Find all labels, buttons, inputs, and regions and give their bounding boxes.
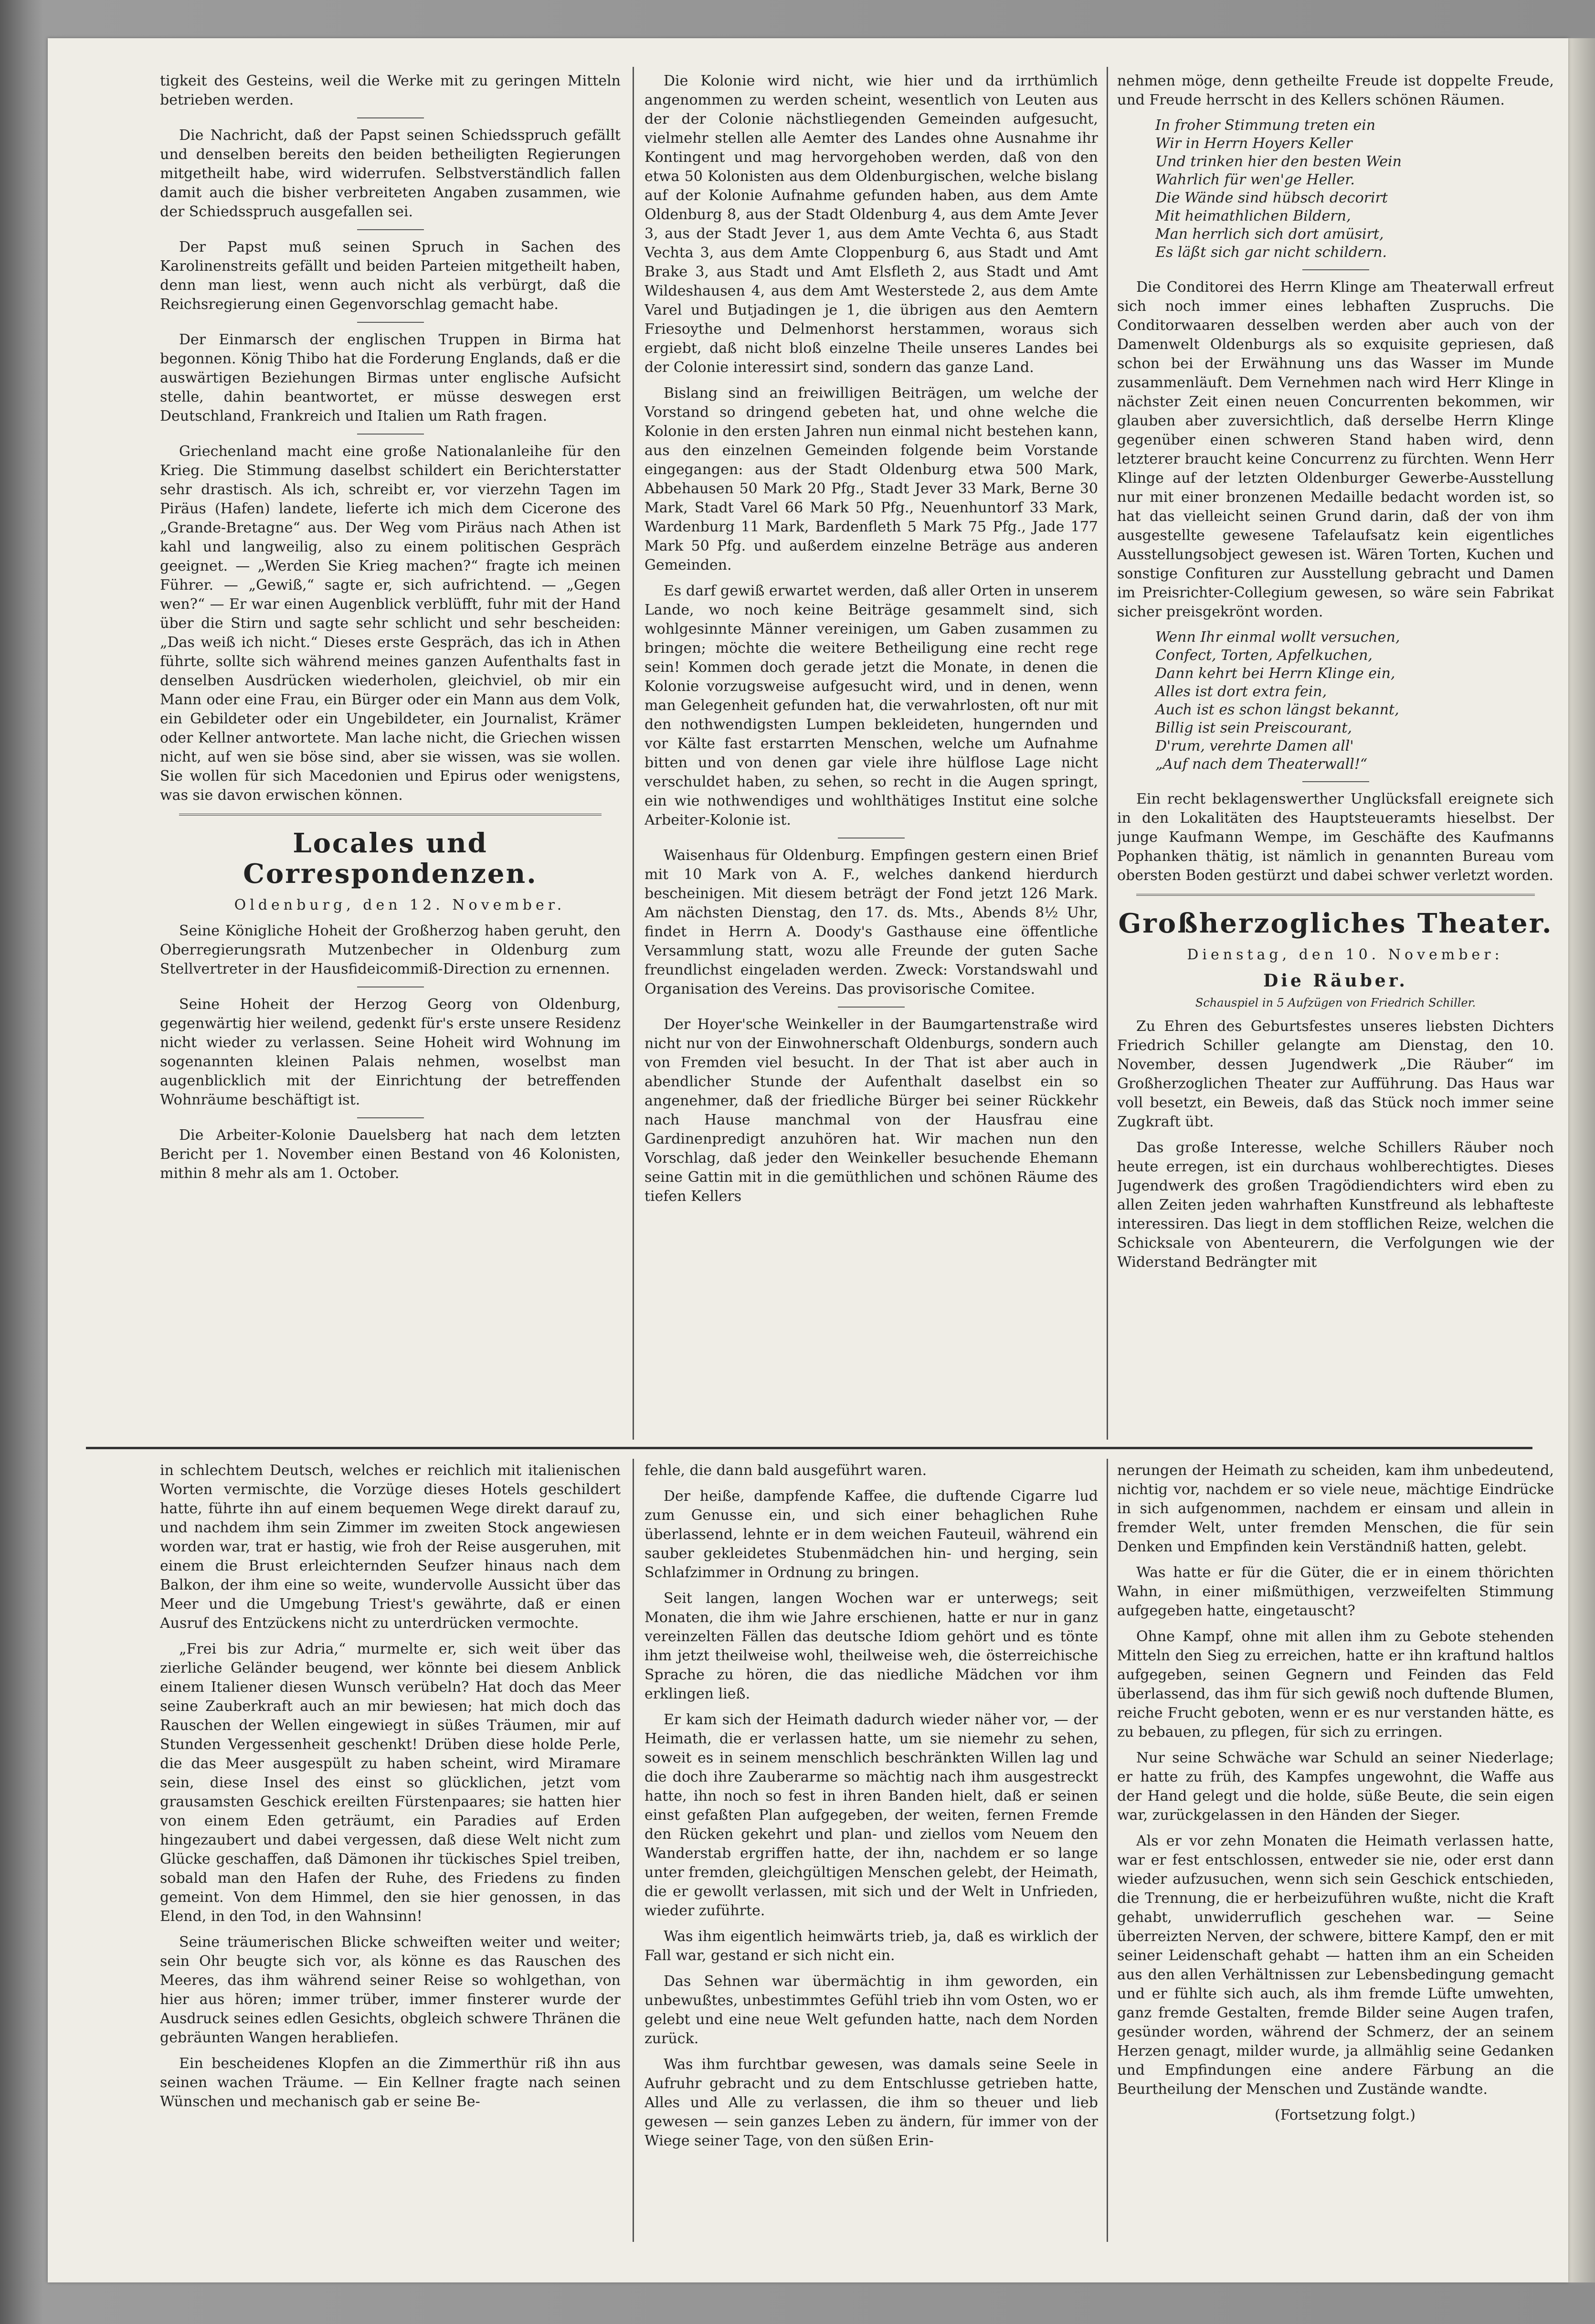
news-paragraph: Der Papst muß seinen Spruch in Sachen des Karolinenstreits gefällt und beiden Parteien mitgetheilt haben, denn man liest, wenn auch nicht als verbürgt, daß die Reichsregierung einen Gegenvorschlag gemacht habe. <box>160 239 621 313</box>
feuilleton-paragraph: Ohne Kampf, ohne mit allen ihm zu Gebote stehenden Mitteln den Sieg zu erreichen, hatte er ihn kraftund haltlos aufgegeben, seinen Gegnern und Feinden das Feld überlassend, das ihm für sich gewiß noch duftende Blumen, reiche Frucht geboten, wenn er es nur verstanden hätte, es zu bebauen, zu pflegen, für sich zu erringen. <box>1117 1628 1554 1740</box>
verse-line: Wahrlich für wen'ge Heller. <box>1155 171 1355 188</box>
feuilleton-column-1 <box>160 1461 621 2239</box>
news-paragraph: Ein recht beklagenswerther Unglücksfall ereignete sich in den Lokalitäten des Hauptsteueramts hieselbst. Der junge Kaufmann Wempe, im Geschäfte des Kaufmanns Pophanken thätig, ist nämlich in genannten Bureau vom obersten Boden gestürzt und dabei schwer verletzt worden. <box>1117 791 1554 884</box>
news-column-3 <box>1117 72 1554 1442</box>
news-paragraph: Griechenland macht eine große Nationalanleihe für den Krieg. Die Stimmung daselbst schildert ein Berichterstatter sehr drastisch. Als ich, schreibt er, vor vierzehn Tagen im Piräus (Hafen) landete, lieferte ich mich dem Cicerone des „Grande-Bretagne“ aus. Der Weg vom Piräus nach Athen ist kahl und langweilig, also zu einem politischen Gespräch geeignet. — „Werden Sie Krieg machen?“ fragte ich meinen Führer. — „Gewiß,“ sagte er, sich aufrichtend. — „Gegen wen?“ — Er war einen Augenblick verblüfft, fuhr mit der Hand über die Stirn und sagte sehr schlicht und sehr bescheiden: „Das weiß ich nicht.“ Dieses erste Gespräch, das ich in Athen führte, sollte sich während meines ganzen Aufenthalts fast in denselben Ausdrücken wiederholen, gleichviel, ob mir ein Mann oder eine Frau, ein Bürger oder ein Mann aus dem Volk, ein Gebildeter oder ein Ungebildeter, ein Journalist, Krämer oder Kellner antwortete. Man lache nicht, die Griechen wissen nicht, auf wen sie böse sind, aber sie wissen, was sie wollen. Sie wollen für sich Macedonien und Epirus oder wenigstens, was sie davon erwischen können. <box>160 443 621 804</box>
continued-note: (Fortsetzung folgt.) <box>1275 2107 1415 2123</box>
feuilleton-paragraph: Er kam sich der Heimath dadurch wieder näher vor, — der Heimath, die er verlassen hatte, um sie niemehr zu sehen, soweit es in seinem menschlich beschränkten Willen lag und die doch ihre Zauberarme so mächtig nach ihm ausgestreckt hatte, ihn noch so fest in ihren Banden hielt, daß er seinen einst gefaßten Plan aufgegeben, der weiten, fernen Fremde den Rücken gekehrt und plan- und ziellos vom Neuem den Wanderstab ergriffen hatte, der ihn, nachdem er so lange unter fremden, gleichgültigen Menschen gelebt, der Heimath, die er gewollt verlassen, mit sich und der Welt in Unfrieden, wieder zuführte. <box>644 1711 1098 1919</box>
column-rule <box>633 67 634 1440</box>
verse-line: Auch ist es schon längst bekannt, <box>1155 701 1399 718</box>
news-paragraph: Die Nachricht, daß der Papst seinen Schiedsspruch gefällt und denselben bereits den beiden betheiligten Regierungen mitgetheilt habe, wird widerrufen. Selbstverständlich fallen damit auch die bisher verbreiteten Angaben zusammen, wie der Schiedsspruch ausgefallen sei. <box>160 127 621 220</box>
news-paragraph: Es darf gewiß erwartet werden, daß aller Orten in unserem Lande, wo noch keine Beiträge gesammelt sind, sich wohlgesinnte Männer vereinigen, um Gaben zusammen zu bringen; möchte die weitere Betheiligung eine recht rege sein! Kommen doch gerade jetzt die Monate, in denen die Kolonie vorzugsweise aufgesucht wird, und in denen, wenn man Gelegenheit gefunden hat, die verwahrlosten, oft nur mit den nothwendigsten Lumpen bekleideten, hungernden und vor Kälte fast erstarrten Menschen, welche um Aufnahme bitten und von denen gar viele ihre hülflose Lage nicht verschuldet haben, zu sehen, so recht in die Augen springt, ein wie nothwendiges und wohlthätiges Institut eine solche Arbeiter-Kolonie ist. <box>644 583 1098 828</box>
news-paragraph: Der Hoyer'sche Weinkeller in der Baumgartenstraße wird nicht nur von der Einwohnerschaft Oldenburgs, sondern auch von Fremden viel besucht. In der That ist aber auch in abendlicher Stunde der Aufenthalt daselbst ein so angenehmer, daß der friedliche Bürger bei seiner Rückkehr nach Hause manchmal von der Hausfrau eine Gardinenpredigt anzuhören hat. Wir machen nun den Vorschlag, daß jeder den Weinkeller besuchende Ehemann seine Gattin mit in die gemüthlichen und schönen Räume des tiefen Kellers <box>644 1016 1098 1205</box>
news-paragraph: Waisenhaus für Oldenburg. Empfingen gestern einen Brief mit 10 Mark von A. F., welches dankend hierdurch bescheinigen. Mit diesem beträgt der Fond jetzt 126 Mark. Am nächsten Dienstag, den 17. ds. Mts., Abends 8½ Uhr, findet in Herrn A. Doody's Gasthause eine öffentliche Versammlung statt, wozu alle Freunde der guten Sache freundlichst eingeladen werden. Zweck: Vorstandswahl und Organisation des Vereins. Das provisorische Comitee. <box>644 847 1098 998</box>
news-paragraph: nehmen möge, denn getheilte Freude ist doppelte Freude, und Freude herrscht in des Kellers schönen Räumen. <box>1117 73 1554 108</box>
verse-line: Man herrlich sich dort amüsirt, <box>1155 226 1384 243</box>
separator <box>1302 269 1369 270</box>
news-paragraph: tigkeit des Gesteins, weil die Werke mit zu geringen Mitteln betrieben werden. <box>160 73 621 108</box>
feuilleton-paragraph: Was ihm eigentlich heimwärts trieb, ja, daß es wirklich der Fall war, gestand er sich nicht ein. <box>644 1928 1098 1964</box>
locales-heading: Locales und Correspondenzen. <box>243 828 538 890</box>
verse-line: Dann kehrt bei Herrn Klinge ein, <box>1155 665 1395 682</box>
feuilleton-paragraph: Der heiße, dampfende Kaffee, die duftende Cigarre lud zum Genusse ein, und sich einer behaglichen Ruhe überlassend, lehnte er in dem weichen Fauteuil, während ein sauber gekleidetes Stubenmädchen hin- und herging, sein Schlafzimmer in Ordnung zu bringen. <box>644 1488 1098 1581</box>
separator <box>357 434 424 435</box>
feuilleton-paragraph: in schlechtem Deutsch, welches er reichlich mit italienischen Worten vermischte, die Vorzüge dieses Hotels geschildert hatte, führte ihn auf einem bequemen Wege direkt darauf zu, und nachdem ihm sein Zimmer im zweiten Stock angewiesen worden war, trat er hastig, wie froh der Reise ausgeruhen, mit einem die Brust erleichternden Seufzer hinaus nach dem Balkon, der ihm eine so weite, wundervolle Aussicht über das Meer und die Umgebung Triest's gewährte, daß er einen Ausruf des Entzückens nicht zu unterdrücken vermochte. <box>160 1462 621 1632</box>
separator <box>357 1117 424 1118</box>
verse-line: Wir in Herrn Hoyers Keller <box>1155 135 1352 152</box>
news-column-1 <box>160 72 621 1442</box>
feuilleton-paragraph: „Frei bis zur Adria,“ murmelte er, sich weit über das zierliche Geländer beugend, wer könnte bei diesem Anblick einem Italiener diesen Wunsch verübeln? Hat doch das Meer seine Zauberkraft auch an mir bewiesen; hat mich doch das Rauschen der Wellen eingewiegt in süßes Träumen, mir auf Stunden Vergessenheit geschenkt! Drüben diese holde Perle, die das Meer ausgespült zu haben scheint, wird Miramare sein, diese Insel des einst so glücklichen, jetzt vom grausamsten Geschick ereilten Fürstenpaares; sie hatten hier von einem Eden geträumt, ein Paradies auf Erden hingezaubert und dabei vergessen, daß diese Welt nicht zum Glücke geschaffen, daß Dämonen ihr tückisches Spiel treiben, sobald man den Hafen der Ruhe, des Friedens zu finden gemeint. Von dem Himmel, den sie hier genossen, in das Elend, in den Tod, in den Wahnsinn! <box>160 1641 621 1925</box>
news-paragraph: Die Kolonie wird nicht, wie hier und da irrthümlich angenommen zu werden scheint, wesentlich von Leuten aus der der Colonie nächstliegenden Gemeinden aufgesucht, vielmehr stellen alle Aemter des Landes ohne Ausnahme ihr Kontingent und mag hervorgehoben werden, daß von den etwa 50 Kolonisten aus dem Oldenburgischen, welche bislang auf der Kolonie Aufnahme gefunden haben, aus dem Amte Oldenburg 8, aus der Stadt Oldenburg 4, aus dem Amte Jever 3, aus der Stadt Jever 1, aus dem Amte Vechta 6, aus Stadt Vechta 3, aus dem Amte Cloppenburg 6, aus Stadt und Amt Brake 3, aus Stadt und Amt Elsfleth 2, aus Stadt und Amt Wildeshausen 4, aus dem Amt Westerstede 2, aus dem Amte Varel und Butjadingen je 1, die übrigen aus den Aemtern Friesoythe und Delmenhorst herstammen, woraus sich ergiebt, daß nicht bloß einzelne Theile unseres Landes bei der Colonie interessirt sind, sondern das ganze Land. <box>644 73 1098 376</box>
feuilleton-paragraph: fehle, die dann bald ausgeführt waren. <box>644 1462 927 1479</box>
separator <box>838 1007 905 1008</box>
column-rule <box>1107 1459 1108 2242</box>
verse-line: Mit heimathlichen Bildern, <box>1155 208 1351 224</box>
feuilleton-paragraph: nerungen der Heimath zu scheiden, kam ihm unbedeutend, nichtig vor, nachdem er so viele neue, mächtige Eindrücke in sich aufgenommen, nachdem er einsam und allein in fremder Welt, unter fremden Menschen, die für sein Denken und Empfinden kein Verständniß hatten, gelebt. <box>1117 1462 1554 1555</box>
news-paragraph: Das große Interesse, welche Schillers Räuber noch heute erregen, ist ein durchaus wohlberechtigtes. Dieses Jugendwerk des großen Tragödiendichters wird eben zu allen Zeiten jeden wahrhaften Kunstfreund als lebhafteste interessiren. Das liegt in dem stofflichen Reize, welchen die Schicksale von Abenteurern, die Verfolgungen wie der Widerstand Bedrängter mit <box>1117 1139 1554 1271</box>
separator <box>357 229 424 230</box>
locales-dateline: Oldenburg, den 12. November. <box>234 897 566 913</box>
verse-line: Die Wände sind hübsch decorirt <box>1155 190 1388 206</box>
feuilleton-paragraph: Seine träumerischen Blicke schweiften weiter und weiter; sein Ohr beugte sich vor, als könne es das Rauschen des Meeres, das ihm während seiner Reise so wohlgethan, von hier aus hören; immer trüber, immer finsterer wurde der Ausdruck seines edlen Gesichts, obgleich schwere Thränen die gebräunten Wangen herabliefen. <box>160 1934 621 2046</box>
feuilleton-column-2 <box>644 1461 1098 2239</box>
feuilleton-paragraph: Als er vor zehn Monaten die Heimath verlassen hatte, war er fest entschlossen, entweder sie nie, oder erst dann wieder aufzusuchen, wenn sich sein Geschick entschieden, die Trennung, die er herbeizuführen wußte, nicht die Kraft gehabt, unwiderruflich geschehen war. — Seine überreizten Nerven, der schwere, bittere Kampf, den er mit seiner Leidenschaft gehabt — hatten ihm an ein Scheiden aus den allen Verhältnissen zur Lebensbedingung gemacht und er fühlte sich auch, als ihm fremde Lüfte umwehten, ganz fremde Gestalten, fremde Bilder seine Augen trafen, gesünder worden, während der Schmerz, der an seinem Herzen genagt, milder wurde, ja allmählig seine Gedanken und Empfindungen eine andere Färbung an die Beurtheilung der Menschen und Zustände wandte. <box>1117 1833 1554 2098</box>
news-paragraph: Bislang sind an freiwilligen Beiträgen, um welche der Vorstand so dringend gebeten hat, und ohne welche die Kolonie in den ersten Jahren nun einmal nicht bestehen kann, aus den einzelnen Gemeinden folgende beim Vorstande eingegangen: aus der Stadt Oldenburg etwa 500 Mark, Abbehausen 50 Mark 20 Pfg., Stadt Jever 33 Mark, Berne 30 Mark, Stadt Varel 66 Mark 50 Pfg., Neuenhuntorf 33 Mark, Wardenburg 11 Mark, Bardenfleth 5 Mark 75 Pfg., Jade 177 Mark 50 Pfg. und außerdem einzelne Beträge aus anderen Gemeinden. <box>644 385 1098 573</box>
theater-heading: Großherzogliches Theater. <box>1118 908 1553 939</box>
feuilleton-separator <box>86 1447 1532 1449</box>
feuilleton-paragraph: Seit langen, langen Wochen war er unterwegs; seit Monaten, die ihm wie Jahre erschienen, hatte er nur in ganz vereinzelten Fällen das deutsche Idiom gehört und es tönte ihm jetzt theilweise wohl, theilweise weh, die österreichische Sprache zu hören, die das niedliche Mädchen vor ihm erklingen ließ. <box>644 1590 1098 1702</box>
news-paragraph: Der Einmarsch der englischen Truppen in Birma hat begonnen. König Thibo hat die Forderung Englands, daß er die auswärtigen Beziehungen Birmas unter englische Aufsicht stelle, dahin beantwortet, er müsse deswegen erst Deutschland, Frankreich und Italien um Rath fragen. <box>160 331 621 424</box>
feuilleton-paragraph: Was hatte er für die Güter, die er in einem thörichten Wahn, in einer mißmüthigen, verzweifelten Stimmung aufgegeben hatte, eingetauscht? <box>1117 1564 1554 1619</box>
separator <box>357 322 424 323</box>
news-paragraph: Die Conditorei des Herrn Klinge am Theaterwall erfreut sich noch immer eines lebhaften Zuspruchs. Die Conditorwaaren desselben werden aber auch von der Damenwelt Oldenburgs als so exquisite gepriesen, daß schon bei der Erwähnung uns das Wasser im Munde zusammenläuft. Dem Vernehmen nach wird Herr Klinge in nächster Zeit einen neuen Concurrenten bekommen, wir glauben aber zuversichtlich, daß derselbe Herrn Klinge gegenüber einen schweren Stand haben wird, denn letzterer braucht keine Concurrenz zu fürchten. Wenn Herr Klinge auf der letzten Oldenburger Gewerbe-Ausstellung nur mit einer bronzenen Medaille bedacht worden ist, so hat das vielleicht seinen Grund darin, daß der von ihm ausgestellte gewesene Tafelaufsatz kein eigentliches Ausstellungsobject gewesen ist. Wären Torten, Kuchen und sonstige Confituren zur Ausstellung gebracht und Damen im Preisrichter-Collegium gewesen, so wäre sein Fabrikat sicher preisgekrönt worden. <box>1117 279 1554 620</box>
verse-block <box>1155 628 1554 774</box>
play-title: Die Räuber. <box>1263 971 1408 991</box>
separator <box>357 117 424 118</box>
verse-line: Wenn Ihr einmal wollt versuchen, <box>1155 629 1400 646</box>
verse-block <box>1155 117 1554 262</box>
news-paragraph: Zu Ehren des Geburtsfestes unseres liebsten Dichters Friedrich Schiller gelangte am Dienstag, den 10. November, dessen Jugendwerk „Die Räuber“ im Großherzoglichen Theater zur Aufführung. Das Haus war voll besetzt, ein Beweis, daß das Stück noch immer seine Zugkraft übt. <box>1117 1018 1554 1130</box>
verse-line: Confect, Torten, Apfelkuchen, <box>1155 647 1373 664</box>
verse-line: In froher Stimmung treten ein <box>1155 117 1376 134</box>
separator <box>1302 781 1369 782</box>
feuilleton-paragraph: Ein bescheidenes Klopfen an die Zimmerthür riß ihn aus seinen wachen Träume. — Ein Kellner fragte nach seinen Wünschen und mechanisch gab er seine Be- <box>160 2055 621 2110</box>
verse-line: D'rum, verehrte Damen all' <box>1155 738 1354 754</box>
verse-line: Und trinken hier den besten Wein <box>1155 153 1402 170</box>
verse-line: Alles ist dort extra fein, <box>1155 683 1327 700</box>
news-paragraph: Die Arbeiter-Kolonie Dauelsberg hat nach dem letzten Bericht per 1. November einen Bestand von 46 Kolonisten, mithin 8 mehr als am 1. October. <box>160 1127 621 1182</box>
verse-line: „Auf nach dem Theaterwall!“ <box>1155 756 1368 773</box>
newspaper-page <box>48 38 1568 2282</box>
section-rule <box>1136 894 1535 896</box>
news-column-2 <box>644 72 1098 1442</box>
news-paragraph: Seine Hoheit der Herzog Georg von Oldenburg, gegenwärtig hier weilend, gedenkt für's erste unsere Residenz nicht wieder zu verlassen. Seine Hoheit wird Wohnung im sogenannten kleinen Palais nehmen, woselbst man augenblicklich mit der Einrichtung der betreffenden Wohnräume beschäftigt ist. <box>160 996 621 1108</box>
page-edge <box>1568 38 1595 2282</box>
column-rule <box>633 1459 634 2242</box>
news-paragraph: Seine Königliche Hoheit der Großherzog haben geruht, den Oberregierungsrath Mutzenbecher in Oldenburg zum Stellvertreter in der Hausfideicommiß-Direction zu ernennen. <box>160 923 621 977</box>
column-rule <box>1107 67 1108 1440</box>
verse-line: Billig ist sein Preiscourant, <box>1155 720 1352 736</box>
theater-dateline: Dienstag, den 10. November: <box>1187 946 1503 963</box>
feuilleton-paragraph: Was ihm furchtbar gewesen, was damals seine Seele in Aufruhr gebracht und zu dem Entschlusse getrieben hatte, Alles und Alle zu verlassen, die ihm so theuer und lieb gewesen — sein ganzes Leben zu ändern, für immer von der Wiege seiner Tage, von den süßen Erin- <box>644 2056 1098 2149</box>
feuilleton-paragraph: Das Sehnen war übermächtig in ihm geworden, ein unbewußtes, unbestimmtes Gefühl trieb ihn vom Osten, wo er gelebt und eine neue Welt gefunden hatte, nach dem Norden zurück. <box>644 1973 1098 2047</box>
play-subtitle: Schauspiel in 5 Aufzügen von Friedrich Schiller. <box>1195 996 1476 1009</box>
verse-line: Es läßt sich gar nicht schildern. <box>1155 244 1387 261</box>
feuilleton-paragraph: Nur seine Schwäche war Schuld an seiner Niederlage; er hatte zu früh, des Kampfes ungewohnt, die Waffe aus der Hand gelegt und die holde, süße Beute, die sein eigen war, zurückgelassen in den Händen der Sieger. <box>1117 1750 1554 1824</box>
section-rule <box>179 814 602 816</box>
feuilleton-column-3 <box>1117 1461 1554 2239</box>
